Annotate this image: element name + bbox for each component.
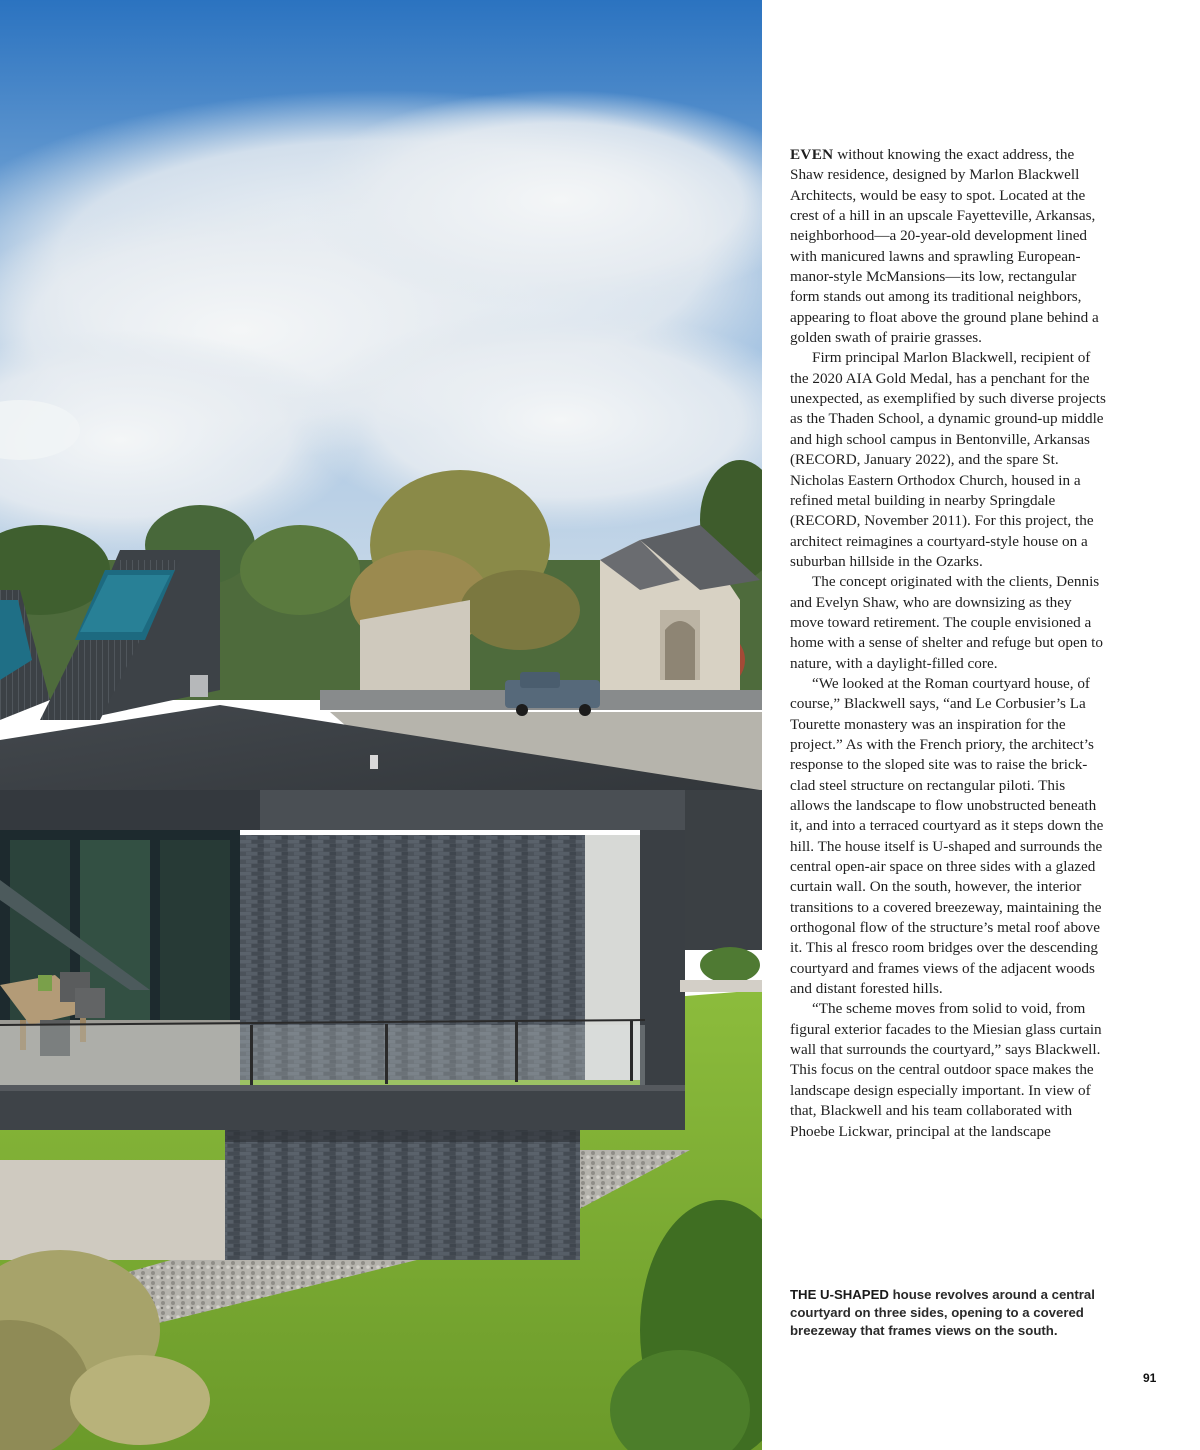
floor-fascia [0,1085,685,1130]
caption-lead: THE U-SHAPED [790,1287,889,1302]
side-terrace [680,790,762,992]
glass-railing [0,1020,645,1085]
paragraph-5: “The scheme moves from solid to void, from figural exterior facades to the Miesian glass curtain wall that surrounds the courtyard,” says Blackwell. This focus on the central outdoor space makes the landscape design especially important. In view of that, Blackwell and his team collaborated with Phoebe Lickwar, principal at the landscape [790,1000,1102,1140]
piloti [225,1130,580,1260]
paragraph-4: “We looked at the Roman courtyard house, of course,” Blackwell says, “and Le Corbusier’s La Tourette monastery was an inspiration for the project.” As with the French priory, the architect’s response to the sloped site was to raise the brick-clad steel structure on rectangular piloti. This allows the landscape to flow unobstructed beneath it, and into a terraced courtyard as it steps down the hill. The house itself is U-shaped and surrounds the central open-air space on three sides with a glazed curtain wall. On the south, however, the interior transitions to a covered breezeway, maintaining the orthogonal flow of the structure’s metal roof above it. This al fresco room bridges over the descending courtyard and frames views of the adjacent woods and distant forested hills. [790,674,1104,998]
patio [0,1160,240,1260]
paragraph-2: Firm principal Marlon Blackwell, recipient of the 2020 AIA Gold Medal, has a penchant for the unexpected, as exemplified by such diverse projects as the Thaden School, a dynamic ground-up middle and high school campus in Bentonville, Arkansas (RECORD, January 2022), and the spare St. Nicholas Eastern Orthodox Church, housed in a refined metal building in nearby Springdale (RECORD, November 2011). For this project, the architect reimagines a courtyard-style house on a suburban hillside in the Ozarks. [790,349,1106,570]
article-body [790,145,1108,1142]
paragraph-1 [790,145,1108,348]
page-number: 91 [1143,1371,1157,1385]
clouds [0,90,762,550]
paragraph-3: The concept originated with the clients, Dennis and Evelyn Shaw, who are downsizing as they move toward retirement. The couple envisioned a home with a sense of shelter and refuge but open to nature, with a daylight-filled core. [790,573,1103,672]
photo-caption [790,1286,1110,1340]
caption-text: house revolves around a central courtyard on three sides, opening to a covered breezeway that frames views on the south. [790,1287,1095,1338]
lead-word: EVEN [790,146,834,163]
roof-vent [370,755,378,769]
article-column [790,145,1108,1142]
paragraph-1-text: without knowing the exact address, the Shaw residence, designed by Marlon Blackwell Architects, would be easy to spot. Located at the crest of a hill in an upscale Fayetteville, Arkansas, neighborhood—a 20-year-old development lined with manicured lawns and sprawling European-manor-style McMansions—its low, rectangular form stands out among its traditional neighbors, appearing to float above the ground plane behind a golden swath of prairie grasses. [790,146,1099,347]
